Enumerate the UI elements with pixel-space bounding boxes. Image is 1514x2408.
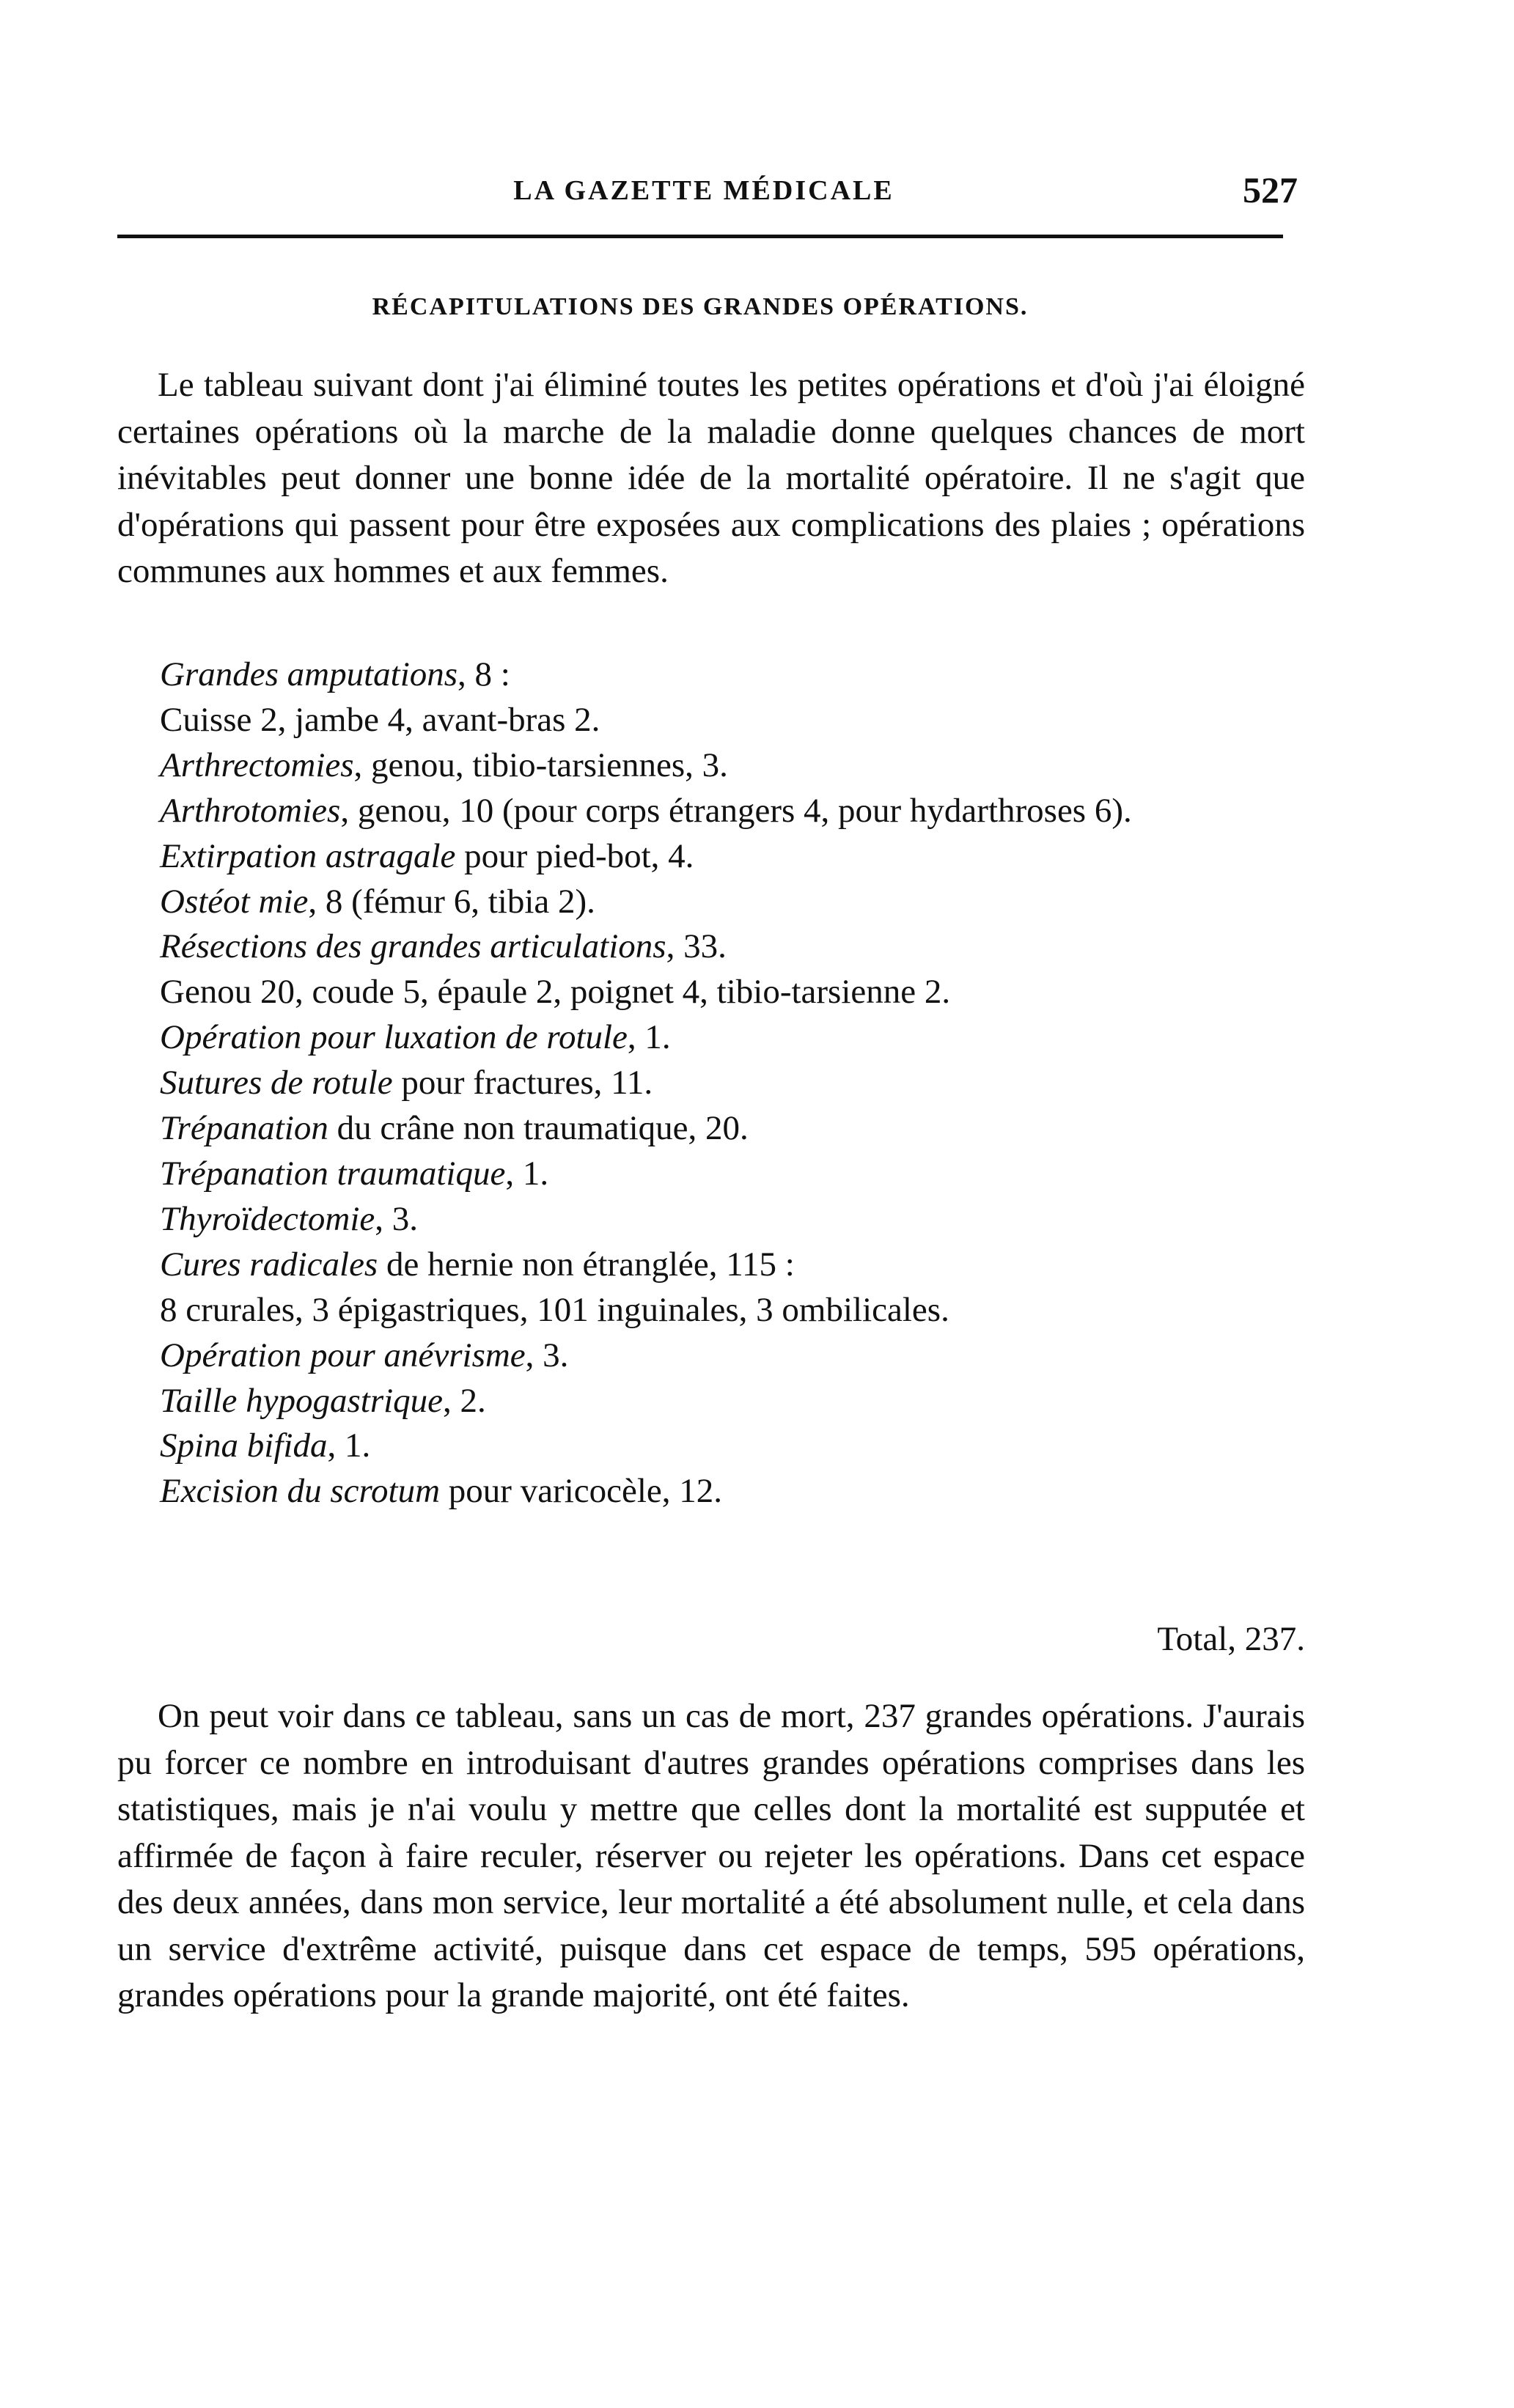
operation-item [160,1197,1304,1242]
operation-item [160,743,1304,789]
operation-item [160,970,1304,1015]
running-head [117,169,1298,213]
operation-item [160,1106,1304,1152]
operation-item [160,1469,1304,1514]
operation-item [160,1015,1304,1061]
operation-title: Opération pour luxation de rotule [160,1018,628,1057]
operation-detail: , 1. [327,1426,371,1465]
operation-detail: , genou, tibio-tarsiennes, 3. [353,745,728,784]
operation-item [160,834,1304,880]
operation-title: Excision du scrotum [160,1472,441,1511]
operation-detail: , 33. [666,927,727,966]
operation-detail: de hernie non étranglée, 115 : [378,1245,795,1284]
operation-detail: pour fractures, 11. [392,1064,653,1102]
operation-item [160,924,1304,970]
total-line: Total, 237. [1157,1620,1305,1658]
operation-detail: , 2. [443,1381,486,1420]
operation-detail: , 3. [375,1199,418,1238]
journal-title: LA GAZETTE MÉDICALE [513,175,894,206]
operation-item [160,1152,1304,1197]
operation-title: Spina bifida [160,1426,328,1465]
operation-title: Opération pour anévrisme [160,1336,526,1374]
operation-detail: Genou 20, coude 5, épaule 2, poignet 4, tibio-tarsienne 2. [160,973,951,1012]
conclusion-paragraph: On peut voir dans ce tableau, sans un cas de mort, 237 grandes opérations. J'aurais pu forcer ce nombre en introduisant d'autres grandes opérations comprises dans les statistiques, mais je n'ai voulu y mettre que celles dont la mortalité est supputée et affirmée de façon à faire reculer, réserver ou rejeter les opérations. Dans cet espace des deux années, dans mon service, leur mortalité a été absolument nulle, et cela dans un service d'extrême activité, puisque dans cet espace de temps, 595 opérations, grandes opérations pour la grande majorité, ont été faites. [117,1697,1305,2014]
operation-title: Extirpation astragale [160,836,456,875]
operation-detail: , genou, 10 (pour corps étrangers 4, pour hydarthroses 6). [340,791,1132,830]
page-number: 527 [1243,169,1298,210]
operation-item [160,1242,1304,1288]
section-title: RÉCAPITULATIONS DES GRANDES OPÉRATIONS. [372,293,1029,320]
operation-detail: , 8 : [457,655,510,693]
operation-item [160,1424,1304,1469]
operation-detail: , 3. [525,1336,569,1374]
operation-title: Sutures de rotule [160,1064,393,1102]
operation-detail: pour pied-bot, 4. [455,836,694,875]
operation-detail: , 1. [627,1018,671,1057]
operation-title: Trépanation traumatique [160,1154,506,1193]
operation-detail: Cuisse 2, jambe 4, avant-bras 2. [160,700,600,739]
operation-item [160,698,1304,743]
operation-title: Ostéot mie [160,882,309,921]
operation-title: Arthrectomies [160,745,354,784]
operation-title: Arthrotomies [160,791,341,830]
operation-title: Cures radicales [160,1245,378,1284]
intro-paragraph: Le tableau suivant dont j'ai éliminé toutes les petites opérations et d'où j'ai éloigné certaines opérations où la marche de la maladie donne quelques chances de mort inévitables peut donner une bonne idée de la mortalité opératoire. Il ne s'agit que d'opérations qui passent pour être exposées aux complications des plaies ; opérations communes aux hommes et aux femmes. [117,366,1305,590]
operation-item [117,789,1304,834]
operations-list [160,652,1304,1514]
operation-detail: 8 crurales, 3 épigastriques, 101 inguinales, 3 ombilicales. [160,1290,949,1329]
operation-detail: , 8 (fémur 6, tibia 2). [308,882,595,921]
operation-detail: , 1. [505,1154,549,1193]
operation-title: Résections des grandes articulations [160,927,666,966]
operation-item [160,1333,1304,1379]
operation-detail: pour varicocèle, 12. [440,1472,723,1511]
operation-item [160,1379,1304,1424]
operation-item [160,880,1304,925]
operation-title: Taille hypogastrique [160,1381,444,1420]
operation-detail: du crâne non traumatique, 20. [328,1109,749,1148]
header-rule [117,235,1283,238]
operation-title: Thyroïdectomie [160,1199,375,1238]
operation-item [160,1288,1304,1333]
operation-title: Trépanation [160,1109,328,1148]
operation-item [160,652,1304,698]
operation-item [160,1061,1304,1106]
operation-title: Grandes amputations [160,655,458,693]
